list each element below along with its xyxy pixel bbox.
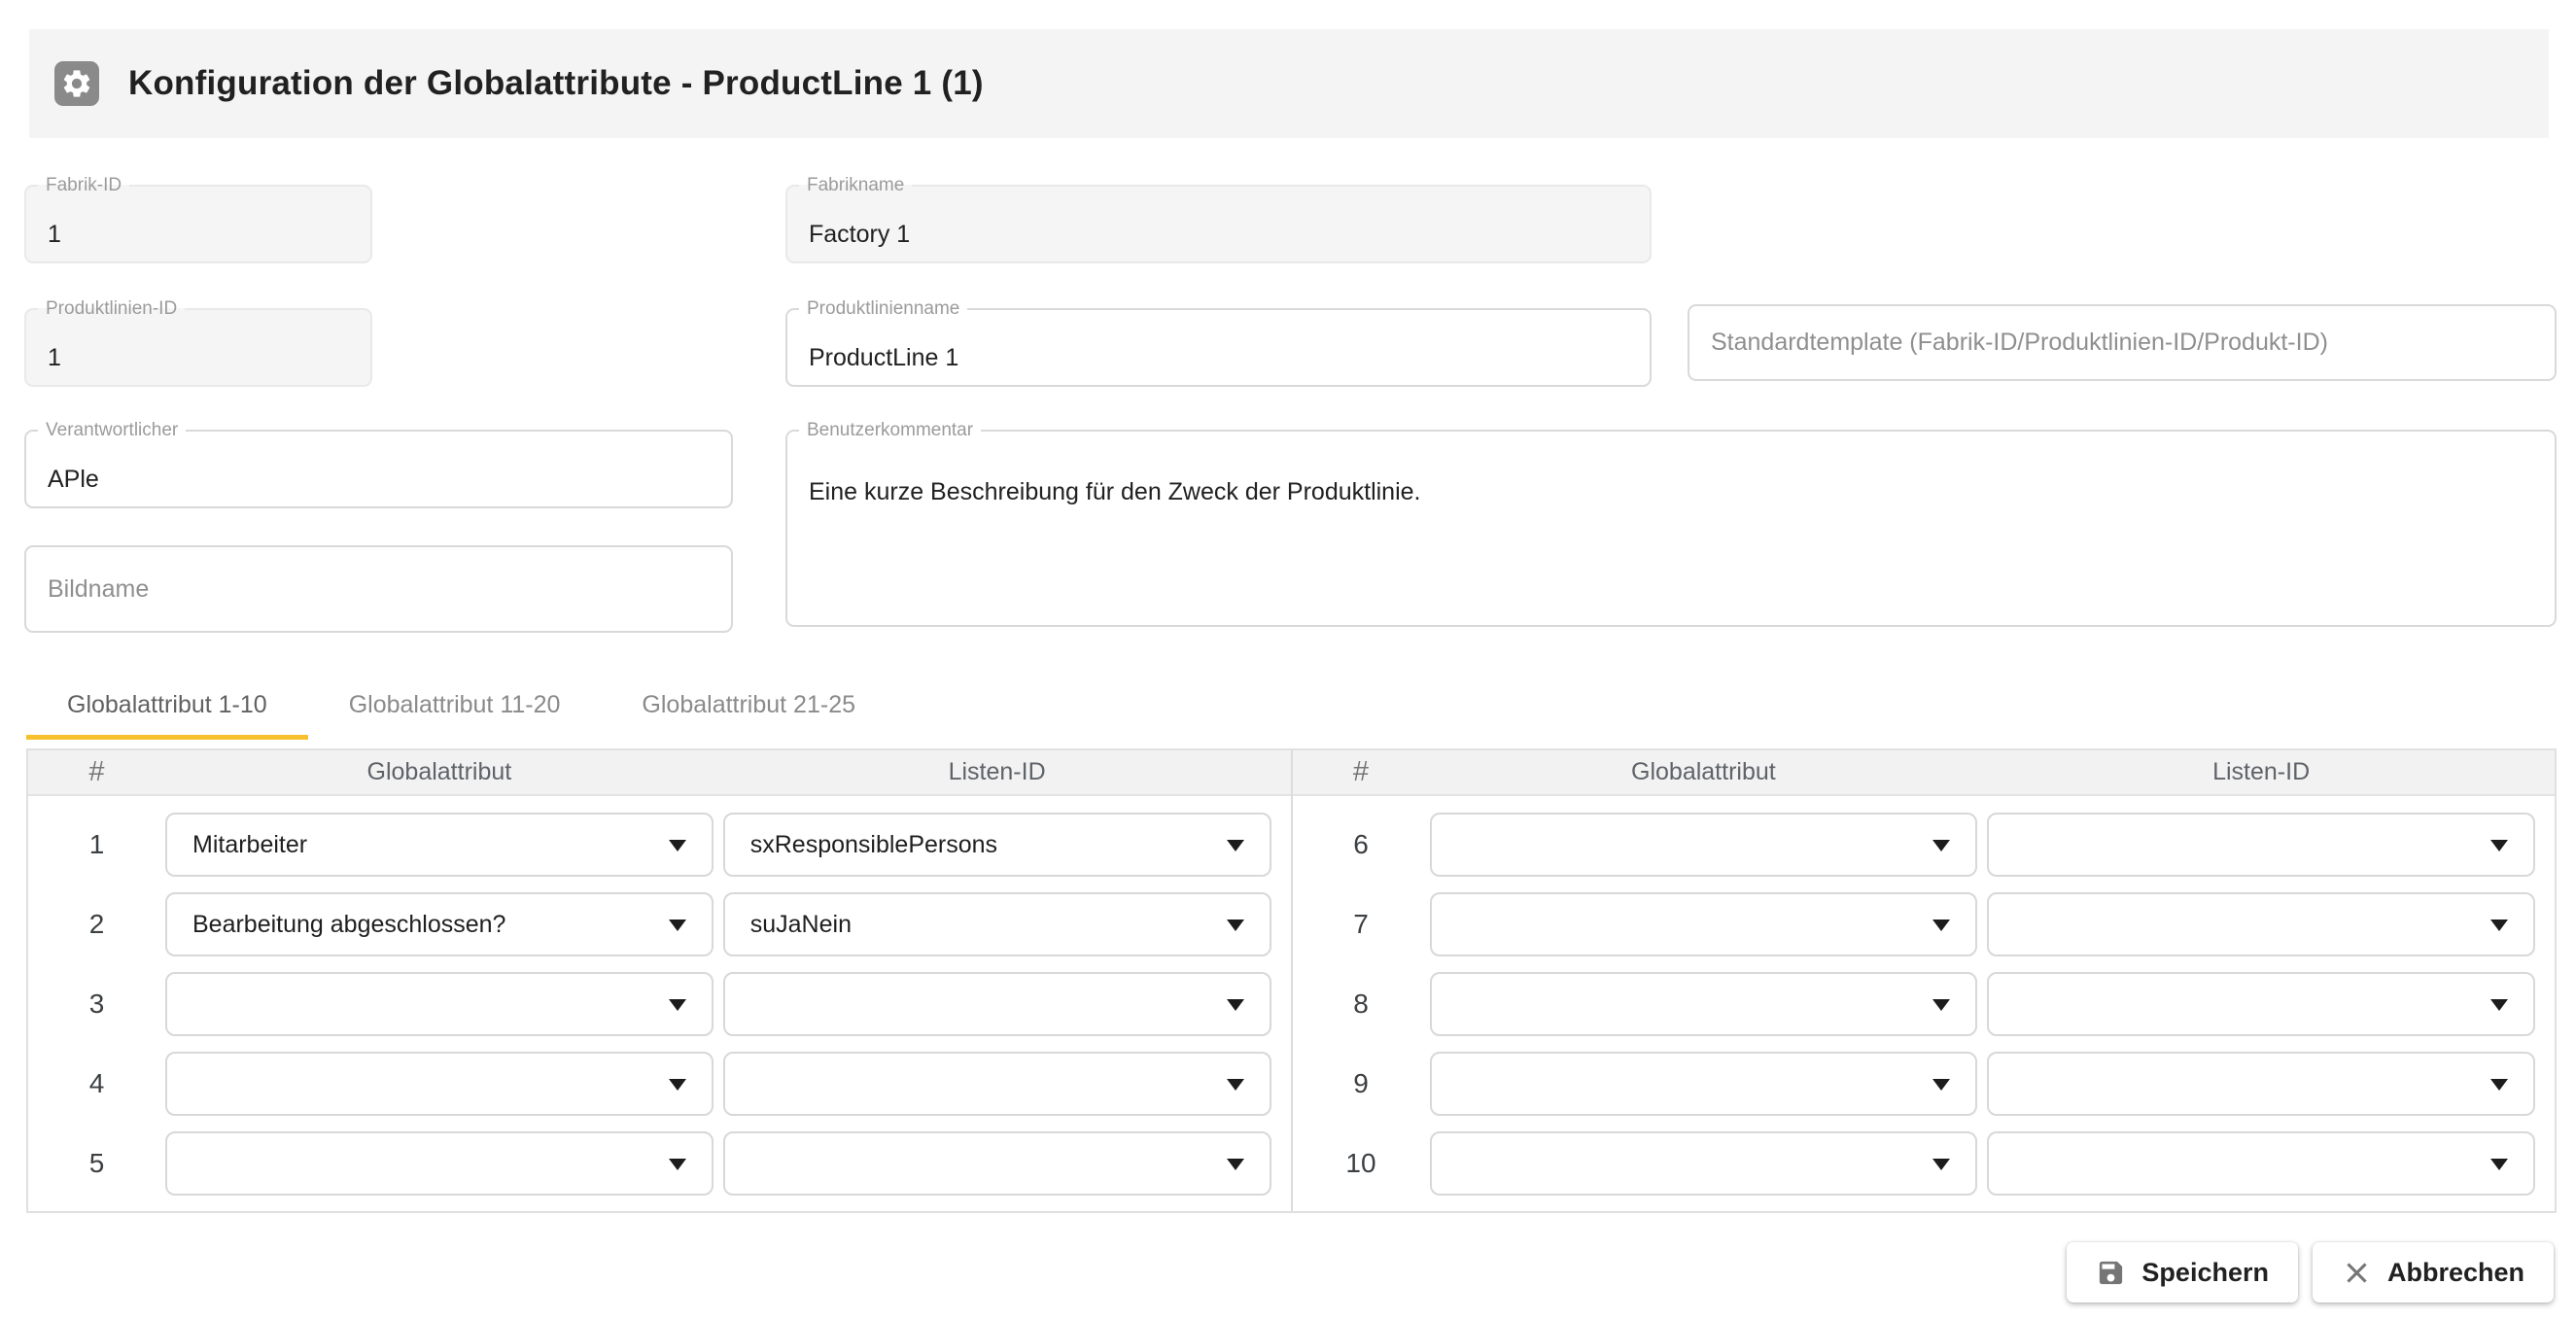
table-row-6 <box>1293 813 2556 877</box>
chevron-down-icon <box>669 999 686 1011</box>
listen-id-select-9[interactable] <box>1987 1052 2535 1116</box>
produktlinien-id-field <box>24 299 372 387</box>
listen-id-select-7[interactable] <box>1987 892 2535 956</box>
benutzerkommentar-label: Benutzerkommentar <box>807 420 974 440</box>
fabrikname-field <box>785 176 1652 263</box>
chevron-down-icon <box>2490 999 2508 1011</box>
row-number: 2 <box>88 909 105 939</box>
globalattribut-select-7[interactable] <box>1430 892 1978 956</box>
table-row-4 <box>28 1052 1291 1116</box>
tab-globalattribut-11-20[interactable]: Globalattribut 11-20 <box>348 691 561 718</box>
listen-id-select-4[interactable] <box>723 1052 1271 1116</box>
standardtemplate-input[interactable] <box>1689 306 2555 379</box>
fabrikname-input[interactable] <box>787 194 1650 261</box>
dialog-header <box>29 29 2549 138</box>
table-row-10 <box>1293 1131 2556 1196</box>
globalattribut-tabs <box>26 676 896 740</box>
row-number: 5 <box>88 1148 105 1178</box>
chevron-down-icon <box>1932 920 1950 931</box>
listen-id-select-3[interactable] <box>723 972 1271 1036</box>
globalattribut-select-1[interactable] <box>165 813 714 877</box>
listen-id-column-header: Listen-ID <box>2212 758 2311 785</box>
globalattribut-select-3[interactable] <box>165 972 714 1036</box>
globalattribut-select-10[interactable] <box>1430 1131 1978 1196</box>
chevron-down-icon <box>1227 840 1244 851</box>
select-value: suJaNein <box>749 910 852 938</box>
chevron-down-icon <box>669 840 686 851</box>
benutzerkommentar-field <box>785 421 2557 627</box>
chevron-down-icon <box>1932 1159 1950 1170</box>
select-value: sxResponsiblePersons <box>749 830 998 858</box>
chevron-down-icon <box>1932 999 1950 1011</box>
table-row-9 <box>1293 1052 2556 1116</box>
chevron-down-icon <box>669 1159 686 1170</box>
chevron-down-icon <box>2490 1079 2508 1091</box>
listen-id-select-8[interactable] <box>1987 972 2535 1036</box>
table-left-half <box>28 750 1293 1211</box>
chevron-down-icon <box>669 1079 686 1091</box>
table-right-half <box>1293 750 2556 1211</box>
gear-icon <box>54 61 99 106</box>
globalattribut-column-header: Globalattribut <box>1631 758 1776 785</box>
produktlinienname-label: Produktlinienname <box>807 298 960 319</box>
globalattribut-select-9[interactable] <box>1430 1052 1978 1116</box>
table-row-7 <box>1293 892 2556 956</box>
listen-id-select-5[interactable] <box>723 1131 1271 1196</box>
verantwortlicher-input[interactable] <box>26 439 731 506</box>
verantwortlicher-field <box>24 421 733 508</box>
produktlinien-id-label: Produktlinien-ID <box>46 298 178 319</box>
row-number: 8 <box>1353 989 1369 1019</box>
tab-globalattribut-21-25[interactable]: Globalattribut 21-25 <box>642 691 856 718</box>
globalattribut-select-6[interactable] <box>1430 813 1978 877</box>
listen-id-select-10[interactable] <box>1987 1131 2535 1196</box>
table-header-right <box>1293 750 2556 796</box>
standardtemplate-field <box>1688 304 2557 381</box>
listen-id-select-1[interactable] <box>723 813 1271 877</box>
chevron-down-icon <box>1227 999 1244 1011</box>
select-value: Bearbeitung abgeschlossen? <box>192 910 506 938</box>
row-number: 3 <box>88 989 105 1019</box>
table-body-right <box>1293 796 2556 1211</box>
globalattribut-table <box>26 748 2557 1213</box>
table-header-left <box>28 750 1291 796</box>
chevron-down-icon <box>2490 1159 2508 1170</box>
chevron-down-icon <box>1227 1079 1244 1091</box>
hash-column-header: # <box>88 756 105 787</box>
produktlinienname-field <box>785 299 1652 387</box>
row-number: 1 <box>88 829 105 859</box>
save-button[interactable] <box>2067 1242 2298 1302</box>
bildname-input[interactable] <box>26 547 731 631</box>
tab-globalattribut-1-10[interactable]: Globalattribut 1-10 <box>26 676 308 740</box>
table-row-2 <box>28 892 1291 956</box>
table-row-3 <box>28 972 1291 1036</box>
chevron-down-icon <box>1227 920 1244 931</box>
globalattribut-select-4[interactable] <box>165 1052 714 1116</box>
table-body-left <box>28 796 1291 1211</box>
table-row-1 <box>28 813 1291 877</box>
produktlinienname-input[interactable] <box>787 318 1650 385</box>
listen-id-select-2[interactable] <box>723 892 1271 956</box>
fabrik-id-label: Fabrik-ID <box>46 175 122 195</box>
produktlinien-id-input[interactable] <box>26 318 370 385</box>
chevron-down-icon <box>669 920 686 931</box>
benutzerkommentar-textarea[interactable] <box>787 439 2555 625</box>
row-number: 6 <box>1353 829 1369 859</box>
globalattribut-column-header: Globalattribut <box>366 758 512 785</box>
globalattribut-select-8[interactable] <box>1430 972 1978 1036</box>
dialog-actions <box>2067 1242 2554 1302</box>
hash-column-header: # <box>1352 756 1370 787</box>
select-value: Mitarbeiter <box>192 830 308 858</box>
table-row-5 <box>28 1131 1291 1196</box>
globalattribut-select-5[interactable] <box>165 1131 714 1196</box>
listen-id-select-6[interactable] <box>1987 813 2535 877</box>
close-icon <box>2342 1258 2372 1288</box>
row-number: 7 <box>1353 909 1369 939</box>
floppy-disk-icon <box>2096 1258 2126 1288</box>
row-number: 9 <box>1353 1068 1369 1098</box>
globalattribut-select-2[interactable] <box>165 892 714 956</box>
table-row-8 <box>1293 972 2556 1036</box>
row-number: 10 <box>1345 1148 1376 1178</box>
chevron-down-icon <box>1227 1159 1244 1170</box>
chevron-down-icon <box>2490 920 2508 931</box>
save-button-label: Speichern <box>2141 1257 2269 1287</box>
fabrikname-label: Fabrikname <box>807 175 905 195</box>
fabrik-id-field <box>24 176 372 263</box>
cancel-button[interactable] <box>2313 1242 2554 1302</box>
chevron-down-icon <box>1932 1079 1950 1091</box>
cancel-button-label: Abbrechen <box>2386 1257 2524 1287</box>
chevron-down-icon <box>1932 840 1950 851</box>
chevron-down-icon <box>2490 840 2508 851</box>
bildname-field <box>24 545 733 633</box>
row-number: 4 <box>88 1068 105 1098</box>
fabrik-id-input[interactable] <box>26 194 370 261</box>
dialog-title: Konfiguration der Globalattribute - ProductLine 1 (1) <box>128 64 984 102</box>
listen-id-column-header: Listen-ID <box>948 758 1046 785</box>
verantwortlicher-label: Verantwortlicher <box>46 420 179 440</box>
